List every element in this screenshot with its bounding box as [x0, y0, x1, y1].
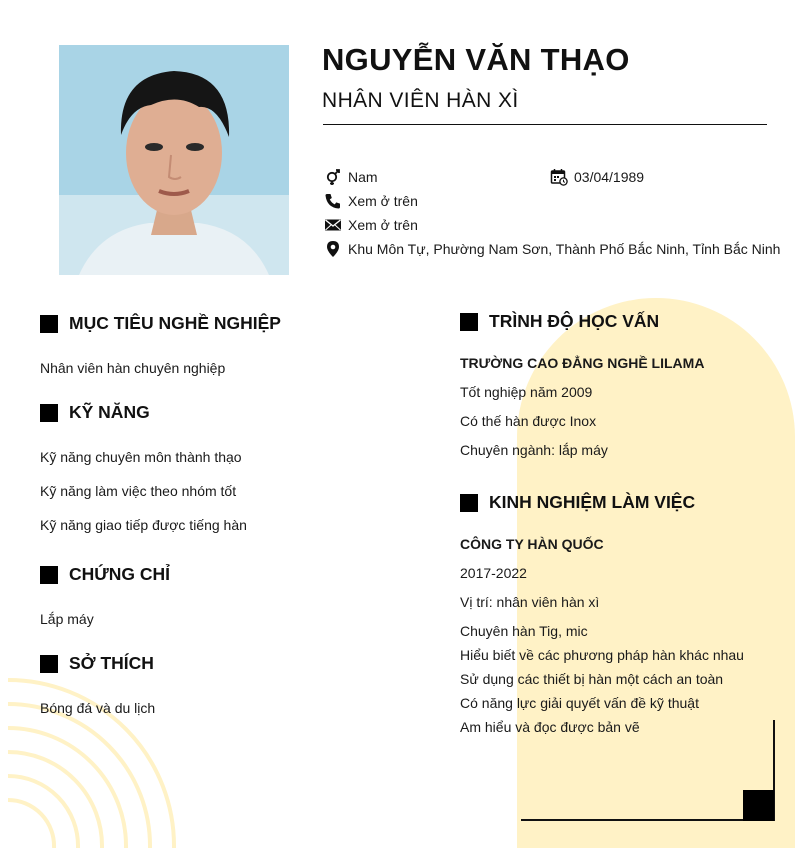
- duty-item: Có năng lực giải quyết vấn đề kỹ thuật: [460, 695, 699, 711]
- section-bullet: [40, 566, 58, 584]
- section-education: [460, 311, 659, 332]
- skill-item: Kỹ năng làm việc theo nhóm tốt: [40, 483, 237, 499]
- corner-square: [743, 790, 774, 821]
- phone-row: [324, 192, 418, 210]
- birthday-row: [550, 168, 644, 186]
- email-row: [324, 216, 418, 234]
- section-hobbies: [40, 653, 154, 674]
- hobbies-text: Bóng đá và du lịch: [40, 700, 156, 716]
- gender-icon: [324, 168, 342, 186]
- phone-value: Xem ở trên: [348, 193, 418, 209]
- skill-item: Kỹ năng chuyên môn thành thạo: [40, 449, 242, 465]
- education-line: Chuyên ngành: lắp máy: [460, 442, 608, 458]
- calendar-icon: [550, 168, 568, 186]
- work-period: 2017-2022: [460, 565, 527, 581]
- address-row: [324, 240, 780, 258]
- mail-icon: [324, 216, 342, 234]
- section-bullet: [40, 404, 58, 422]
- profile-photo: [59, 45, 289, 275]
- section-bullet: [40, 315, 58, 333]
- phone-icon: [324, 192, 342, 210]
- company-name: CÔNG TY HÀN QUỐC: [460, 536, 604, 552]
- work-position: Vị trí: nhân viên hàn xì: [460, 594, 600, 610]
- location-pin-icon: [324, 240, 342, 258]
- education-line: Có thế hàn được Inox: [460, 413, 597, 429]
- experience-title: KINH NGHIỆM LÀM VIỆC: [489, 492, 696, 512]
- header-divider: [323, 124, 767, 125]
- candidate-name: NGUYỄN VĂN THẠO: [322, 42, 630, 77]
- section-bullet: [460, 494, 478, 512]
- hobbies-title: SỞ THÍCH: [69, 653, 154, 673]
- section-objective: [40, 313, 281, 334]
- section-skills: [40, 402, 150, 423]
- corner-frame: [521, 720, 775, 821]
- email-value: Xem ở trên: [348, 217, 418, 233]
- duty-item: Sử dụng các thiết bị hàn một cách an toàn: [460, 671, 724, 687]
- duty-item: Hiểu biết về các phương pháp hàn khác nhau: [460, 647, 744, 663]
- duty-item: Am hiểu và đọc được bản vẽ: [460, 719, 640, 735]
- job-title: NHÂN VIÊN HÀN XÌ: [322, 89, 519, 112]
- gender-row: [324, 168, 378, 186]
- duty-item: Chuyên hàn Tig, mic: [460, 623, 588, 639]
- section-bullet: [40, 655, 58, 673]
- education-line: Tốt nghiệp năm 2009: [460, 384, 593, 400]
- skill-item: Kỹ năng giao tiếp được tiếng hàn: [40, 517, 247, 533]
- objective-text: Nhân viên hàn chuyên nghiệp: [40, 360, 226, 376]
- section-bullet: [460, 313, 478, 331]
- certificates-title: CHỨNG CHỈ: [69, 564, 171, 584]
- education-title: TRÌNH ĐỘ HỌC VẤN: [489, 311, 660, 331]
- school-name: TRƯỜNG CAO ĐẲNG NGHỀ LILAMA: [460, 355, 705, 371]
- address-value: Khu Môn Tự, Phường Nam Sơn, Thành Phố Bắc Ninh, Tỉnh Bắc Ninh: [348, 241, 781, 257]
- objective-title: MỤC TIÊU NGHỀ NGHIỆP: [69, 313, 281, 333]
- skills-title: KỸ NĂNG: [69, 402, 150, 422]
- birthday-value: 03/04/1989: [574, 169, 645, 185]
- certificate-text: Lắp máy: [40, 611, 94, 627]
- section-experience: [460, 492, 695, 513]
- gender-value: Nam: [348, 169, 378, 185]
- section-certificates: [40, 564, 170, 585]
